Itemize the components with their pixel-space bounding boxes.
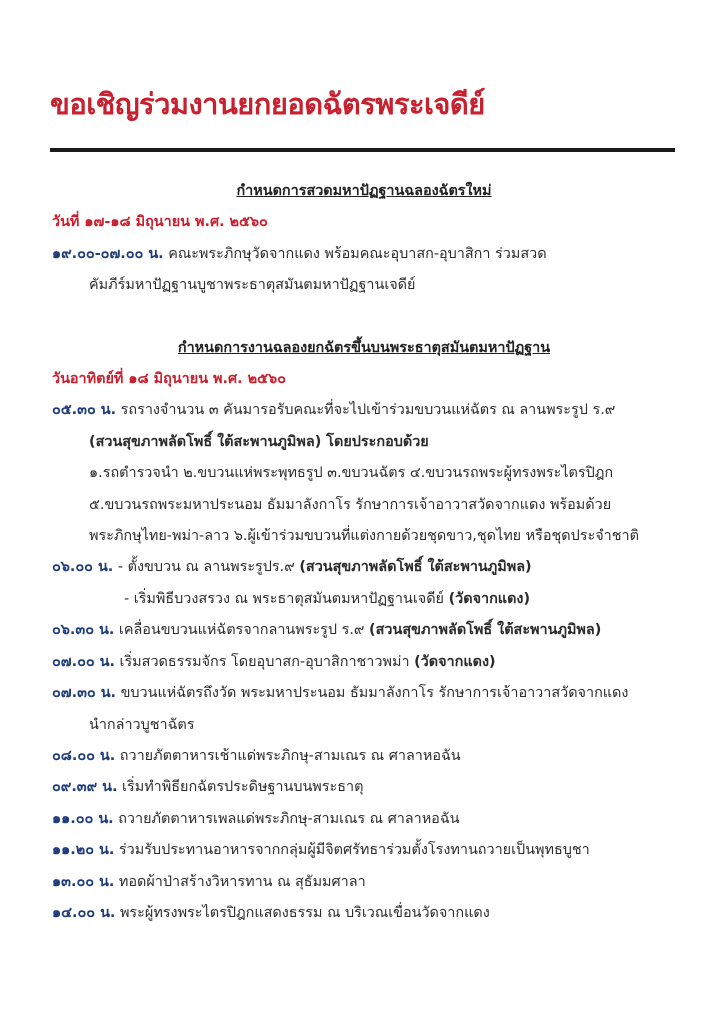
schedule-text: - ตั้งขบวน ณ ลานพระรูปร.๙ <box>113 559 300 576</box>
date-line-chanting: วันที่ ๑๗-๑๘ มิถุนายน พ.ศ. ๒๕๖๐ <box>52 214 268 231</box>
schedule-text: รถรางจำนวน ๓ คันมารอรับคณะที่จะไปเข้าร่วมขบวนแห่ฉัตร ณ ลานพระรูป ร.๙ <box>116 402 616 419</box>
schedule-location: (สวนสุขภาพลัดโพธิ์ ใต้สะพานภูมิพล) <box>369 622 602 639</box>
schedule-continuation: นำกล่าวบูชาฉัตร <box>89 716 195 733</box>
schedule-continuation: คัมภีร์มหาปัฏฐานบูชาพระธาตุสมันตมหาปัฏฐานเจดีย์ <box>89 277 416 294</box>
schedule-row <box>52 867 682 898</box>
schedule-continuation <box>52 584 682 615</box>
schedule-row <box>52 741 682 772</box>
schedule-row <box>52 804 682 835</box>
schedule-time: ๐๕.๓๐ น. <box>52 402 117 419</box>
schedule-time: ๐๖.๓๐ น. <box>52 622 115 639</box>
schedule-row <box>52 898 682 929</box>
schedule-text: พระผู้ทรงพระไตรปิฎกแสดงธรรม ณ บริเวณเขื่อนวัดจากแดง <box>115 904 490 921</box>
schedule-continuation: (สวนสุขภาพลัดโพธิ์ ใต้สะพานภูมิพล) โดยประกอบด้วย <box>89 433 429 450</box>
schedule-row <box>52 395 682 426</box>
schedule-time: ๐๘.๐๐ น. <box>52 747 116 764</box>
schedule-location: (สวนสุขภาพลัดโพธิ์ ใต้สะพานภูมิพล) <box>299 559 532 576</box>
schedule-time: ๑๑.๐๐ น. <box>52 810 114 827</box>
schedule-row <box>52 835 682 866</box>
schedule-text: ร่วมรับประทานอาหารจากกลุ่มผู้มีจิตศรัทธาร่วมตั้งโรงทานถวายเป็นพุทธบูชา <box>114 842 590 859</box>
schedule-row <box>52 647 682 678</box>
schedule-row <box>52 772 682 803</box>
schedule-text: เริ่มสวดธรรมจักร โดยอุบาสก-อุบาสิกาชาวพม่า <box>114 653 415 670</box>
schedule-row <box>52 615 682 646</box>
schedule-time: ๑๔.๐๐ น. <box>52 904 116 921</box>
schedule-time: ๐๗.๓๐ น. <box>52 685 117 702</box>
schedule-time: ๑๓.๐๐ น. <box>52 873 115 890</box>
schedule-content <box>52 176 682 929</box>
schedule-row <box>52 678 682 709</box>
section-heading-ceremony: กำหนดการงานฉลองยกฉัตรขึ้นบนพระธาตุสมันตมหาปัฏฐาน <box>177 339 551 356</box>
schedule-text: เคลื่อนขบวนแห่ฉัตรจากลานพระรูป ร.๙ <box>114 622 370 639</box>
schedule-time: ๑๙.๐๐-๐๗.๐๐ น. <box>52 245 164 262</box>
schedule-continuation: พระภิกษุไทย-พม่า-ลาว ๖.ผู้เข้าร่วมขบวนที่แต่งกายด้วยชุดขาว,ชุดไทย หรือชุดประจำชาติ <box>89 528 639 545</box>
schedule-text: คณะพระภิกษุวัดจากแดง พร้อมคณะอุบาสก-อุบาสิกา ร่วมสวด <box>163 245 547 262</box>
schedule-continuation: ๑.รถตำรวจนำ ๒.ขบวนแห่พระพุทธรูป ๓.ขบวนฉัตร ๔.ขบวนรถพระผู้ทรงพระไตรปิฎก <box>89 465 614 482</box>
schedule-row <box>52 552 682 583</box>
section-heading-chanting: กำหนดการสวดมหาปัฏฐานฉลองฉัตรใหม่ <box>236 183 492 199</box>
date-line-ceremony: วันอาทิตย์ที่ ๑๘ มิถุนายน พ.ศ. ๒๕๖๐ <box>52 371 286 388</box>
schedule-time: ๐๖.๐๐ น. <box>52 559 114 576</box>
schedule-row <box>52 239 682 270</box>
schedule-text: ถวายภัตตาหารเพลแด่พระภิกษุ-สามเณร ณ ศาลาหอฉัน <box>113 810 460 827</box>
schedule-location: (วัดจากแดง) <box>448 590 531 607</box>
schedule-time: ๑๑.๒๐ น. <box>52 842 115 859</box>
schedule-continuation: ๕.ขบวนรถพระมหาประนอม ธัมมาลังกาโร รักษาการเจ้าอาวาสวัดจากแดง พร้อมด้วย <box>89 496 612 513</box>
schedule-time: ๐๗.๐๐ น. <box>52 653 115 670</box>
schedule-text: ถวายภัตตาหารเช้าแด่พระภิกษุ-สามเณร ณ ศาลาหอฉัน <box>115 747 461 764</box>
schedule-time: ๐๙.๓๙ น. <box>52 779 118 796</box>
schedule-text: ทอดผ้าป่าสร้างวิหารทาน ณ สุธัมมศาลา <box>114 873 366 890</box>
schedule-text: ขบวนแห่ฉัตรถึงวัด พระมหาประนอม ธัมมาลังกาโร รักษาการเจ้าอาวาสวัดจากแดง <box>116 685 629 702</box>
title-divider <box>50 148 675 152</box>
schedule-text: เริ่มทำพิธียกฉัตรประดิษฐานบนพระธาตุ <box>117 779 364 796</box>
page-title: ขอเชิญร่วมงานยกยอดฉัตรพระเจดีย์ <box>50 87 485 121</box>
schedule-text: - เริ่มพิธีบวงสรวง ณ พระธาตุสมันตมหาปัฏฐานเจดีย์ <box>124 590 449 607</box>
schedule-location: (วัดจากแดง) <box>414 653 496 670</box>
